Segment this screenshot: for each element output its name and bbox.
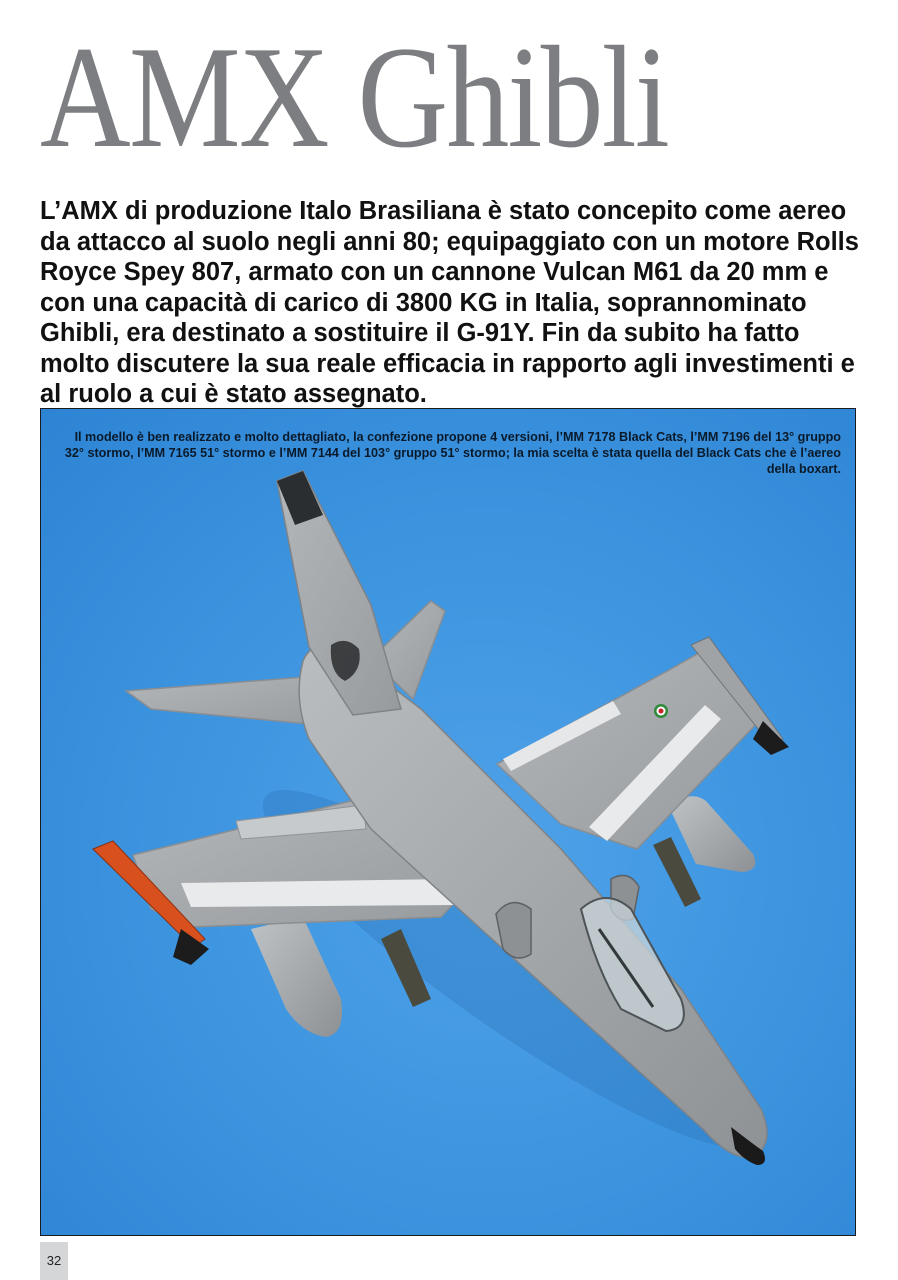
article-title: AMX Ghibli <box>40 16 669 178</box>
intro-paragraph: L’AMX di produzione Italo Brasiliana è stato concepito come aereo da attacco al suolo negli anni 80; equipaggiato con un motore Rolls Royce Spey 807, armato con un cannone Vulcan M61 da 20 mm e con una capacità di carico di 3800 KG in Italia, soprannominato Ghibli, era destinato a sostituire il G-91Y. Fin da subito ha fatto molto discutere la sua reale efficacia in rapporto agli investimenti e al ruolo a cui è stato assegnato. <box>40 197 859 408</box>
page-number: 32 <box>40 1242 68 1280</box>
aircraft-model-photo <box>40 408 856 1236</box>
photo-caption: Il modello è ben realizzato e molto dettagliato, la confezione propone 4 versioni, l’MM 7178 Black Cats, l’MM 7196 del 13° gruppo 32° stormo, l’MM 7165 51° stormo e l’MM 7144 del 103° gruppo 51° stormo; la mia scelta è stata quella del Black Cats che è l’aereo della boxart. <box>64 430 841 476</box>
left-fuel-tank <box>251 917 342 1037</box>
aircraft-model-illustration <box>41 409 856 1236</box>
left-flap <box>181 879 455 907</box>
